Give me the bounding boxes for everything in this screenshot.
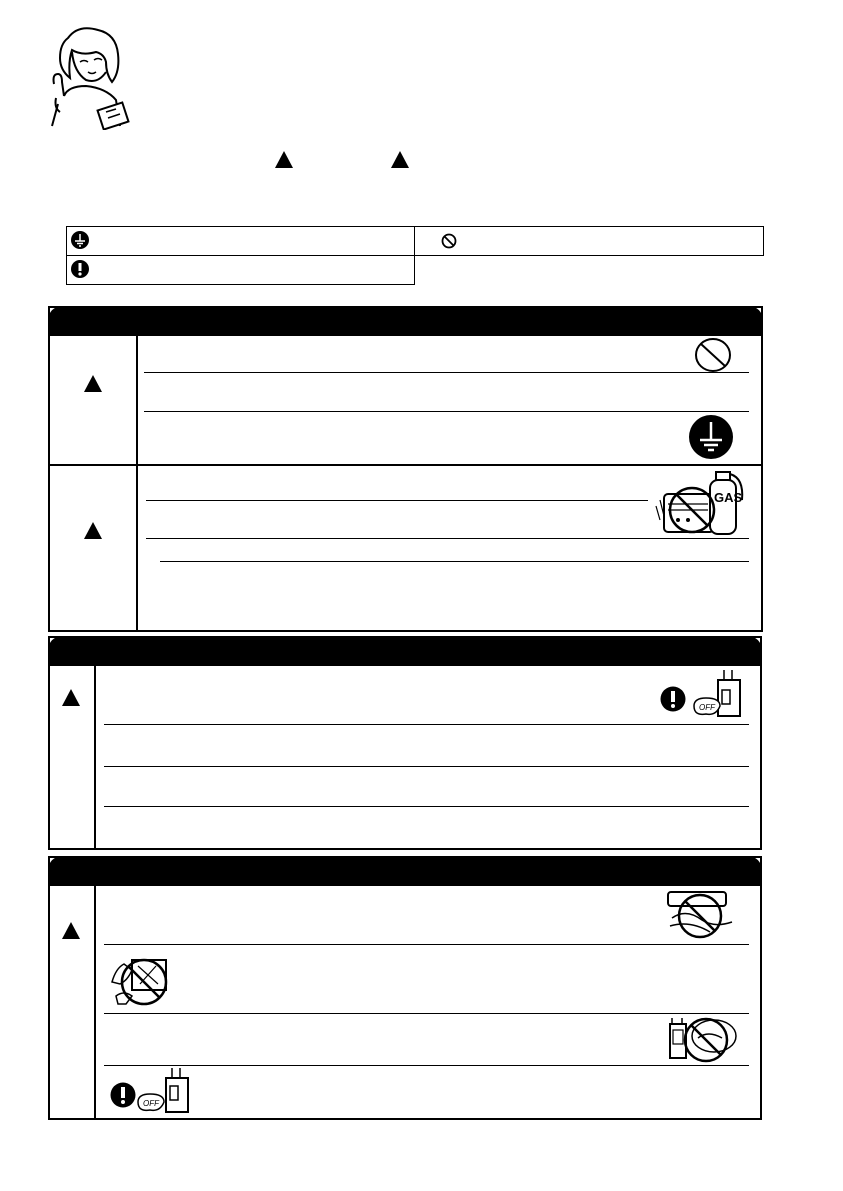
- row-divider: [104, 766, 749, 767]
- legend-cell-prohibited: [414, 226, 764, 256]
- mandatory-icon: [110, 1082, 136, 1113]
- warning-triangle-icon: [62, 922, 80, 939]
- warning-triangle-icon: [62, 689, 80, 706]
- section-header-bar: [48, 306, 763, 336]
- woman-with-manual-icon: [46, 26, 138, 130]
- warning-triangle-icon: [391, 151, 409, 168]
- legend-cell-mandatory: [66, 255, 415, 285]
- prohibited-icon: [441, 233, 457, 254]
- warning-triangle-icon: [84, 375, 102, 392]
- no-wet-touch-illustration: [662, 1014, 746, 1071]
- legend-cell-ground: [66, 226, 415, 256]
- gas-leak-illustration: [652, 466, 750, 543]
- breaker-off-illustration: [690, 668, 750, 725]
- mandatory-icon: [660, 686, 686, 717]
- warning-triangle-icon: [275, 151, 293, 168]
- svg-text:OFF: OFF: [699, 703, 715, 712]
- section-header-bar: [48, 856, 762, 886]
- section-header-bar: [48, 636, 762, 666]
- svg-text:OFF: OFF: [143, 1099, 159, 1108]
- warning-triangle-icon: [84, 522, 102, 539]
- svg-text:GAS: GAS: [714, 490, 743, 505]
- ground-icon: [71, 231, 89, 254]
- row-divider: [144, 411, 749, 412]
- breaker-off-illustration: [136, 1066, 194, 1121]
- row-divider: [104, 724, 749, 725]
- section-divider: [94, 664, 96, 849]
- section-divider: [136, 334, 138, 631]
- no-damaged-wall-illustration: [106, 952, 174, 1013]
- row-divider: [104, 1065, 749, 1066]
- ground-icon: [688, 414, 734, 465]
- row-divider: [146, 500, 648, 501]
- warning-section: [48, 636, 762, 850]
- row-divider: [104, 806, 749, 807]
- row-divider: [104, 944, 749, 945]
- row-divider: [160, 561, 749, 562]
- mandatory-icon: [71, 260, 89, 283]
- section-divider: [94, 884, 96, 1119]
- row-divider: [144, 372, 749, 373]
- no-blocking-illustration: [660, 888, 750, 945]
- row-divider: [104, 1013, 749, 1014]
- prohibited-icon: [693, 336, 733, 379]
